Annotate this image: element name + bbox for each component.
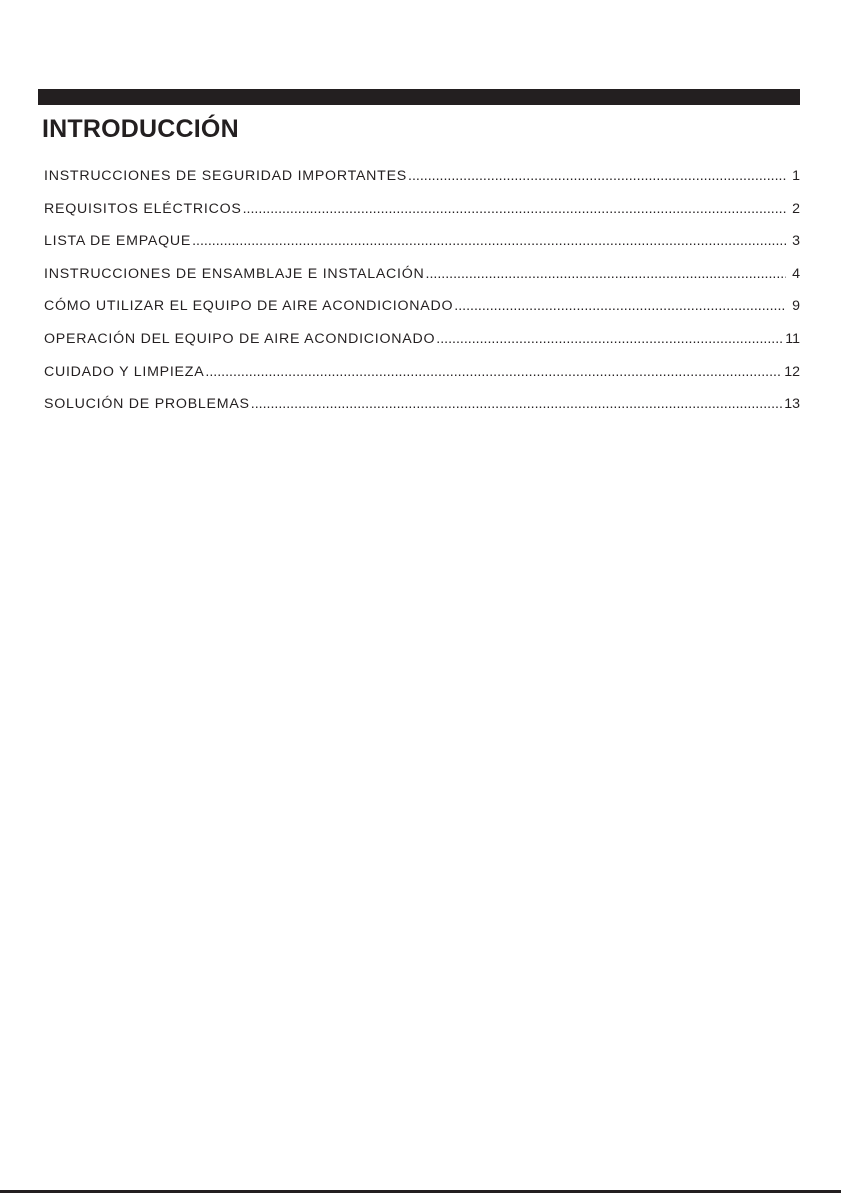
toc-leader-dots: [251, 396, 782, 412]
toc-leader-dots: [436, 331, 783, 347]
toc-entry[interactable]: [44, 201, 800, 234]
toc-entry-page: 13: [784, 396, 800, 413]
toc-entry[interactable]: [44, 266, 800, 299]
toc-entry-label: CUIDADO Y LIMPIEZA: [44, 363, 205, 380]
toc-entry[interactable]: [44, 298, 800, 331]
toc-entry-page: 2: [792, 200, 800, 217]
toc-entry-page: 9: [792, 298, 800, 315]
toc-entry-page: 1: [792, 168, 800, 184]
toc-entry[interactable]: [44, 396, 800, 429]
toc-entry[interactable]: [44, 331, 800, 364]
toc-entry-label: LISTA DE EMPAQUE: [44, 233, 192, 250]
toc-entry[interactable]: [44, 364, 800, 397]
toc-entry-page: 3: [792, 233, 800, 250]
header-bar: [38, 89, 800, 105]
toc-entry-label: CÓMO UTILIZAR EL EQUIPO DE AIRE ACONDICIONADO: [44, 298, 454, 315]
toc-entry-page: 11: [785, 330, 800, 347]
page-title: INTRODUCCIÓN: [42, 115, 239, 143]
toc-entry-page: 12: [784, 363, 800, 380]
toc-entry-label: REQUISITOS ELÉCTRICOS: [44, 200, 242, 217]
toc-entry-label: OPERACIÓN DEL EQUIPO DE AIRE ACONDICIONADO: [44, 330, 436, 347]
toc-entry-label: SOLUCIÓN DE PROBLEMAS: [44, 396, 250, 413]
toc-entry-label: INSTRUCCIONES DE ENSAMBLAJE E INSTALACIÓN: [44, 265, 425, 282]
toc-entry[interactable]: [44, 233, 800, 266]
toc-leader-dots: [243, 201, 786, 217]
toc-leader-dots: [192, 233, 786, 249]
toc-entry-page: 4: [792, 265, 800, 282]
toc-leader-dots: [426, 266, 786, 282]
toc-leader-dots: [205, 364, 782, 380]
toc-entry-label: INSTRUCCIONES DE SEGURIDAD IMPORTANTES: [44, 168, 407, 184]
toc-leader-dots: [408, 168, 786, 184]
table-of-contents: [44, 168, 800, 429]
toc-leader-dots: [454, 298, 786, 314]
toc-entry[interactable]: [44, 168, 800, 201]
